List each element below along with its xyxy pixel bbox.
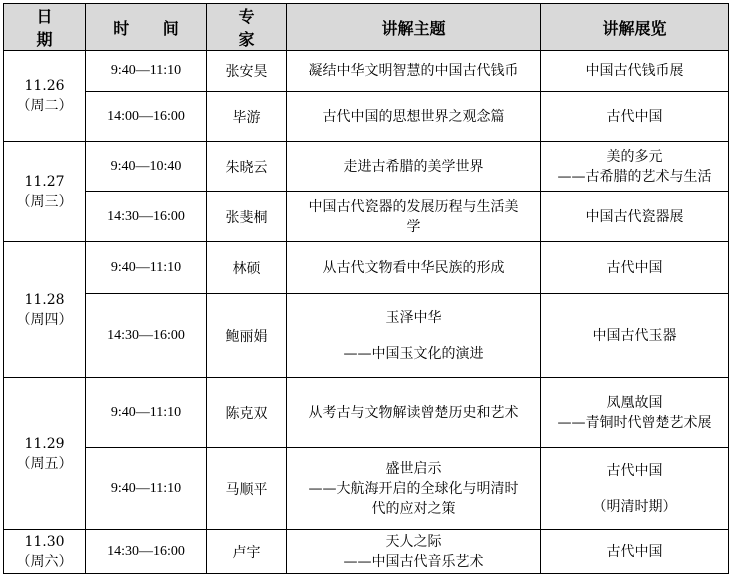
exhibit-line: 古代中国 [606,108,663,125]
topic-line: 中国古代瓷器的发展历程与生活美 [308,198,519,215]
time-cell: 14:00—16:00 [86,92,207,142]
weekday-value: （周二） [16,98,73,114]
topic-line: ——大航海开启的全球化与明清时 [308,480,519,497]
header-expert: 专 家 [207,4,287,51]
exhibit-spacer [544,481,725,497]
header-time: 时 间 [86,4,207,51]
exhibit-cell [541,51,729,92]
topic-cell [287,530,541,574]
date-value: 11.28 [24,291,65,308]
date-value: 11.26 [24,78,65,94]
time-cell: 14:30—16:00 [86,530,207,574]
topic-cell [287,142,541,192]
topic-cell [287,448,541,530]
topic-line: 从古代文物看中华民族的形成 [322,259,505,276]
table-row [4,294,729,378]
topic-line: 走进古希腊的美学世界 [343,158,484,175]
expert-cell: 张斐桐 [207,192,287,242]
date-cell [4,51,86,142]
header-row [4,4,729,51]
date-cell [4,142,86,242]
topic-line: ——中国玉文化的演进 [343,345,484,362]
table-row [4,192,729,242]
date-value: 11.29 [24,435,65,452]
exhibit-line: 古代中国 [606,462,663,479]
weekday-value: （周五） [16,455,73,472]
date-cell [4,378,86,530]
exhibit-cell [541,294,729,378]
exhibit-cell [541,530,729,574]
topic-spacer [290,328,537,344]
table-row [4,142,729,192]
table-row [4,448,729,530]
topic-cell [287,192,541,242]
topic-line: 天人之际 [385,533,442,550]
topic-cell [287,92,541,142]
time-cell: 14:30—16:00 [86,294,207,378]
exhibit-line: ——古希腊的艺术与生活 [557,168,712,185]
weekday-value: （周四） [16,311,73,328]
topic-line: ——中国古代音乐艺术 [343,553,484,570]
table-row [4,242,729,294]
exhibit-line: 中国古代瓷器展 [585,208,684,225]
date-value: 11.27 [24,173,65,190]
topic-line: 古代中国的思想世界之观念篇 [322,108,505,125]
exhibit-cell [541,192,729,242]
date-cell [4,530,86,574]
weekday-value: （周六） [16,553,73,570]
expert-cell: 朱晓云 [207,142,287,192]
exhibit-line: 中国古代玉器 [592,327,677,344]
exhibit-line: （明清时期） [592,498,677,515]
expert-cell: 林硕 [207,242,287,294]
time-cell: 14:30—16:00 [86,192,207,242]
date-value: 11.30 [24,533,65,550]
schedule-table [3,3,729,574]
time-cell: 9:40—11:10 [86,378,207,448]
expert-cell: 马顺平 [207,448,287,530]
exhibit-cell [541,378,729,448]
table-row [4,530,729,574]
expert-cell: 陈克双 [207,378,287,448]
exhibit-line: 古代中国 [606,259,663,276]
table-row [4,51,729,92]
header-date: 日 期 [4,4,86,51]
topic-line: 盛世启示 [385,460,442,477]
expert-cell: 鲍丽娟 [207,294,287,378]
header-exhibit: 讲解展览 [541,4,729,51]
topic-line: 玉泽中华 [385,309,442,326]
table-row [4,92,729,142]
exhibit-cell [541,142,729,192]
topic-line: 从考古与文物解读曾楚历史和艺术 [308,404,519,421]
exhibit-cell [541,448,729,530]
time-cell: 9:40—10:40 [86,142,207,192]
exhibit-line: 中国古代钱币展 [585,63,684,79]
topic-line: 凝结中华文明智慧的中国古代钱币 [308,63,519,79]
topic-line: 代的应对之策 [371,500,456,517]
table-row [4,378,729,448]
time-cell: 9:40—11:10 [86,242,207,294]
exhibit-line: 古代中国 [606,543,663,560]
exhibit-cell [541,92,729,142]
exhibit-line: 美的多元 [606,148,663,165]
topic-cell [287,51,541,92]
topic-cell [287,378,541,448]
expert-cell: 毕游 [207,92,287,142]
date-cell [4,242,86,378]
expert-cell: 卢宇 [207,530,287,574]
time-cell: 9:40—11:10 [86,51,207,92]
exhibit-cell [541,242,729,294]
topic-line: 学 [406,218,421,235]
exhibit-line: ——青铜时代曾楚艺术展 [557,414,712,431]
topic-cell [287,242,541,294]
weekday-value: （周三） [16,193,73,210]
time-cell: 9:40—11:10 [86,448,207,530]
topic-cell [287,294,541,378]
expert-cell: 张安昊 [207,51,287,92]
header-topic: 讲解主题 [287,4,541,51]
exhibit-line: 凤凰故国 [606,394,663,411]
